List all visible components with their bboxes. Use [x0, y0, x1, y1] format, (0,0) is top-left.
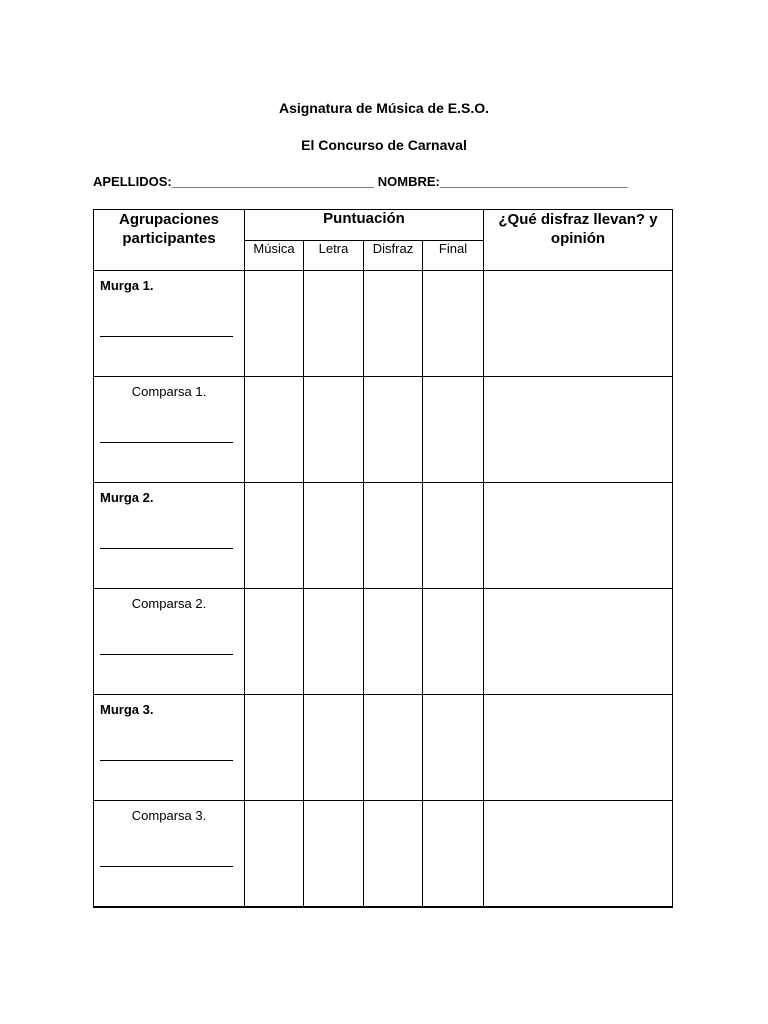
score-cell-final [423, 377, 484, 483]
score-cell-disfraz [364, 483, 423, 589]
score-cell-letra [304, 589, 364, 695]
groups-header: Agrupaciones participantes [94, 210, 245, 271]
group-name-blank-line [100, 442, 233, 443]
score-cell-final [423, 483, 484, 589]
group-label: Murga 3. [100, 702, 154, 717]
score-column-disfraz: Disfraz [364, 241, 423, 271]
group-name-blank-line [100, 548, 233, 549]
score-cell-disfraz [364, 695, 423, 801]
score-cell-musica [245, 589, 304, 695]
score-cell-musica [245, 695, 304, 801]
score-cell-letra [304, 483, 364, 589]
table-row [94, 271, 673, 377]
score-cell-musica [245, 271, 304, 377]
group-name-blank-line [100, 760, 233, 761]
score-cell-letra [304, 271, 364, 377]
scoring-table [93, 209, 673, 908]
group-label: Comparsa 2. [131, 596, 207, 611]
opinion-header: ¿Qué disfraz llevan? y opinión [484, 210, 673, 271]
group-label-cell [94, 589, 245, 695]
group-name-blank-line [100, 654, 233, 655]
score-cell-final [423, 589, 484, 695]
score-cell-musica [245, 483, 304, 589]
score-column-musica: Música [245, 241, 304, 271]
table-row [94, 801, 673, 908]
group-label: Comparsa 1. [131, 384, 207, 399]
opinion-cell [484, 801, 673, 908]
score-cell-final [423, 695, 484, 801]
table-row [94, 483, 673, 589]
opinion-cell [484, 695, 673, 801]
group-label-cell [94, 483, 245, 589]
score-cell-disfraz [364, 377, 423, 483]
group-label: Murga 1. [100, 278, 154, 293]
score-cell-letra [304, 695, 364, 801]
table-row [94, 695, 673, 801]
score-cell-letra [304, 377, 364, 483]
opinion-cell [484, 589, 673, 695]
score-cell-letra [304, 801, 364, 908]
score-cell-final [423, 801, 484, 908]
score-cell-disfraz [364, 271, 423, 377]
opinion-cell [484, 377, 673, 483]
score-header: Puntuación [245, 210, 484, 241]
score-column-final: Final [423, 241, 484, 271]
score-cell-disfraz [364, 589, 423, 695]
score-cell-musica [245, 377, 304, 483]
score-column-letra: Letra [304, 241, 364, 271]
score-cell-disfraz [364, 801, 423, 908]
group-label-cell [94, 271, 245, 377]
group-name-blank-line [100, 336, 233, 337]
student-name-line: APELLIDOS:____________________________ NOMBRE:__________________________ [93, 174, 628, 189]
document-subtitle: El Concurso de Carnaval [301, 137, 467, 153]
group-label: Comparsa 3. [131, 808, 207, 823]
document-title: Asignatura de Música de E.S.O. [278, 100, 490, 116]
score-cell-musica [245, 801, 304, 908]
opinion-cell [484, 271, 673, 377]
group-label: Murga 2. [100, 490, 154, 505]
opinion-cell [484, 483, 673, 589]
group-label-cell [94, 377, 245, 483]
score-cell-final [423, 271, 484, 377]
group-name-blank-line [100, 866, 233, 867]
group-label-cell [94, 695, 245, 801]
table-row [94, 377, 673, 483]
table-row [94, 589, 673, 695]
group-label-cell [94, 801, 245, 908]
